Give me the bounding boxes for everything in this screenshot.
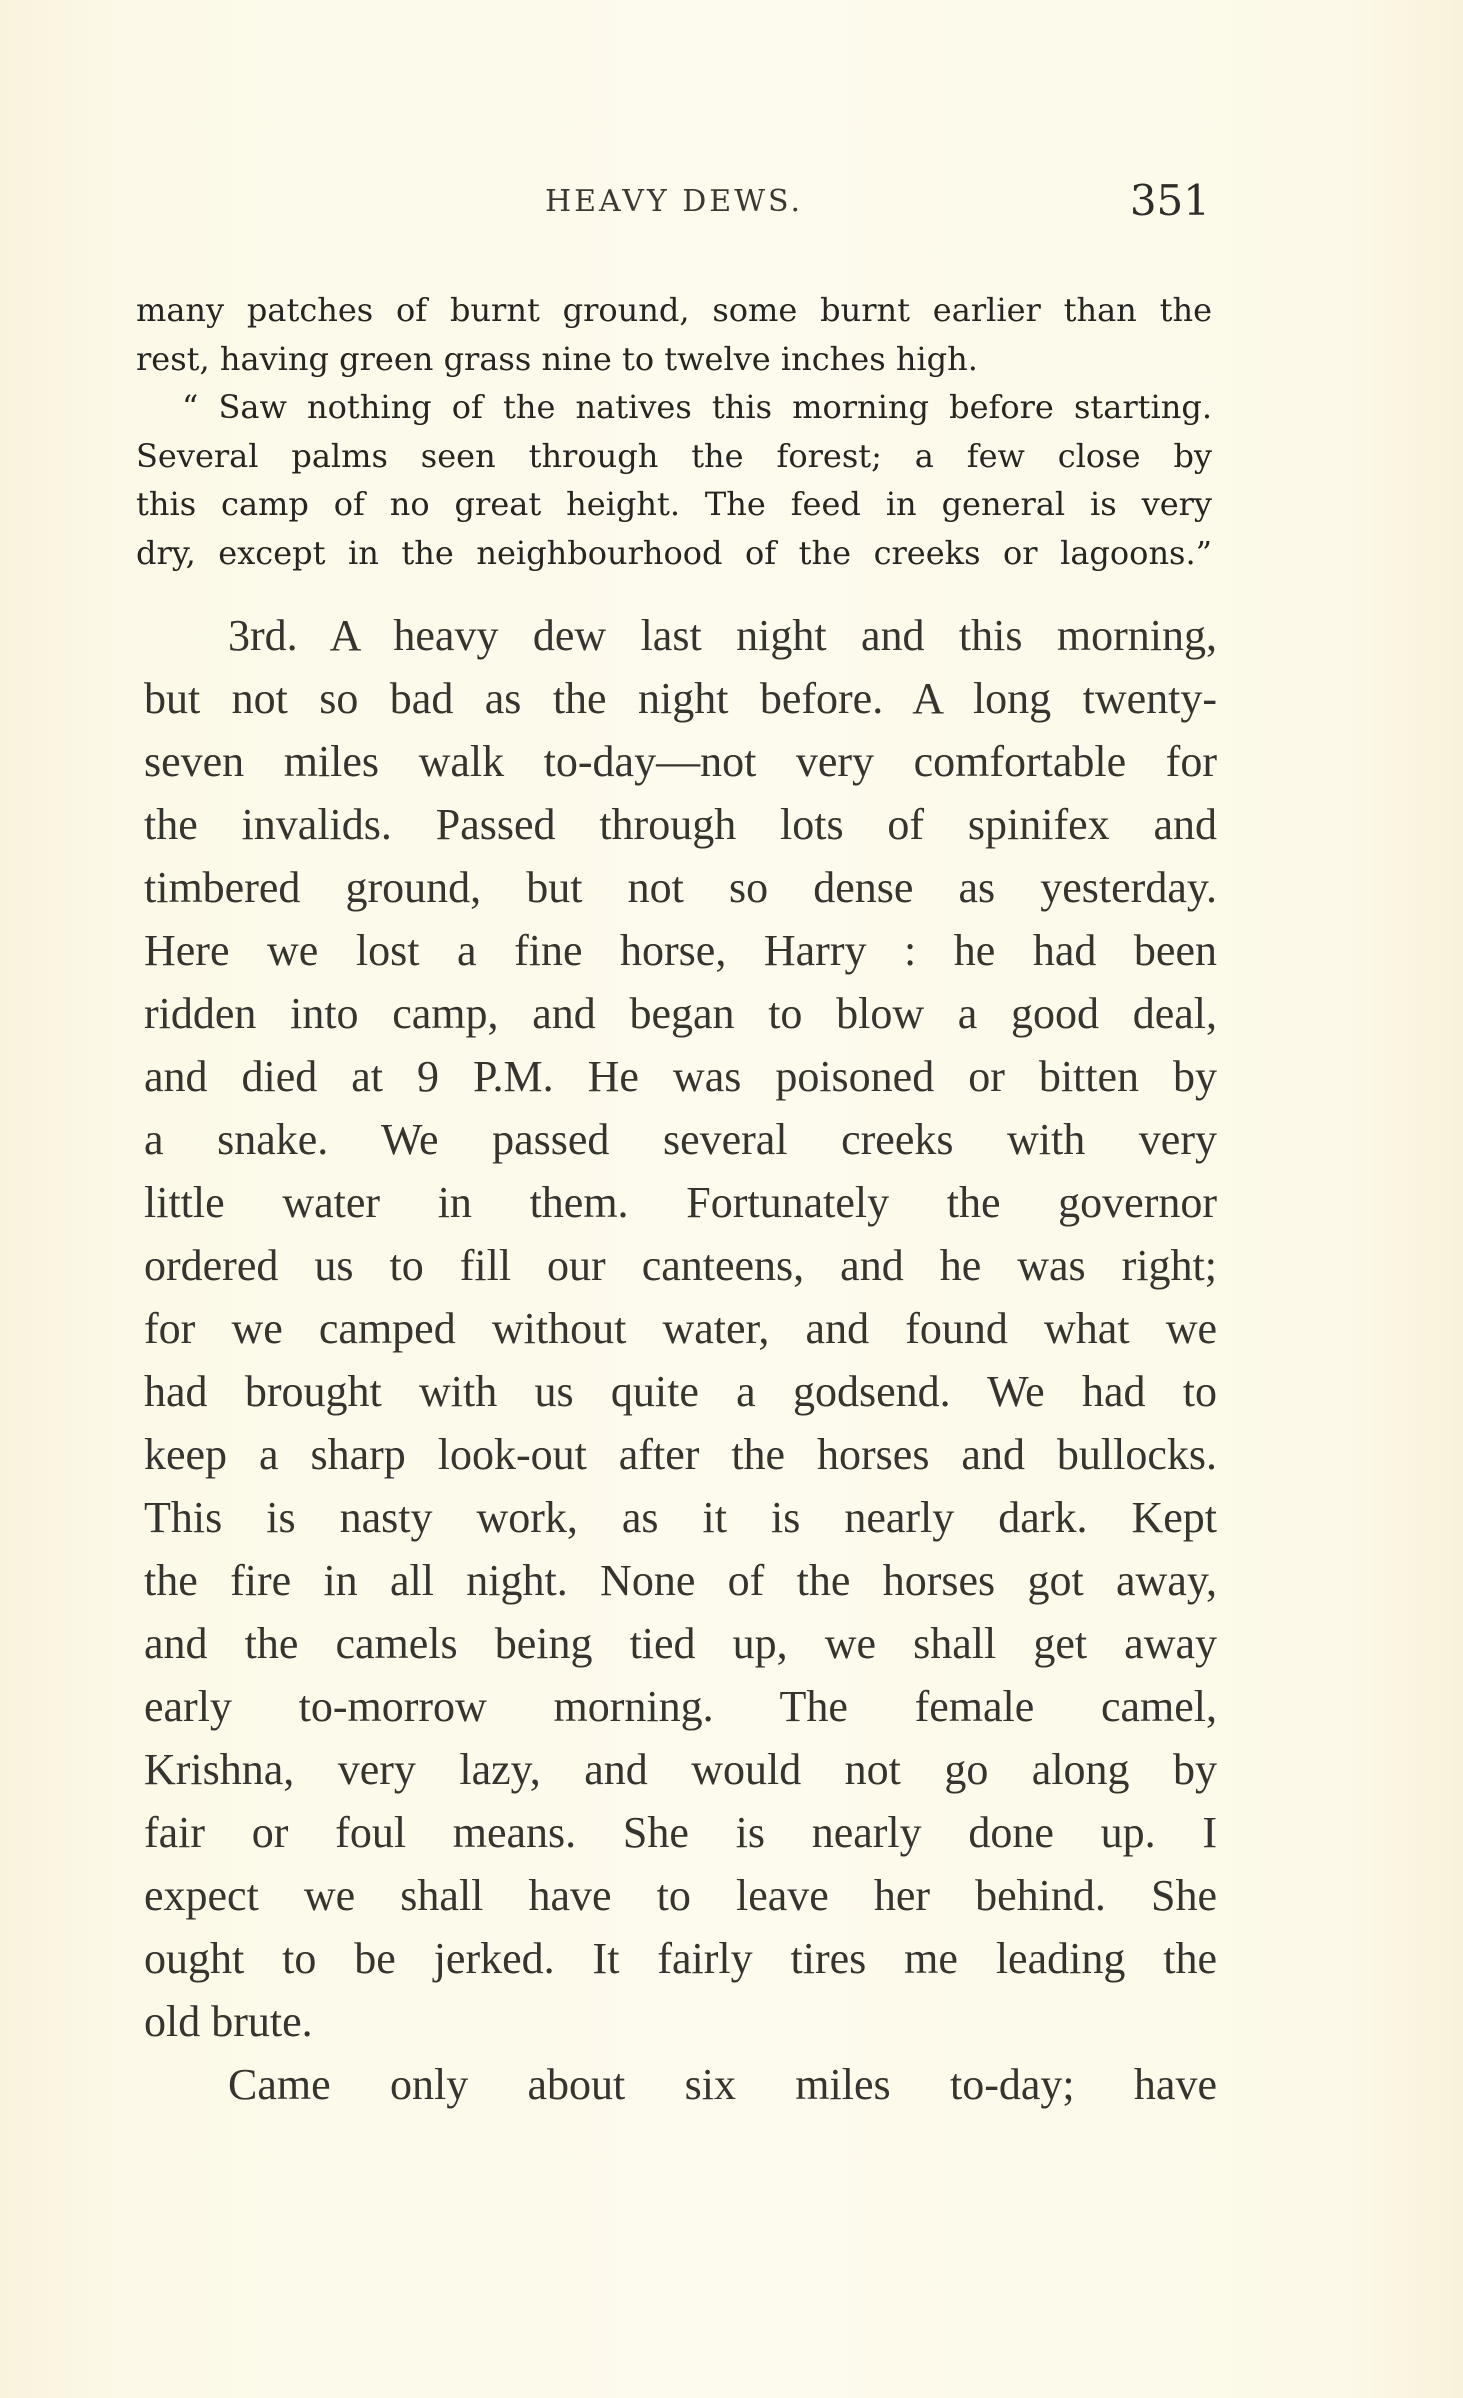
page-number: 351 (1129, 176, 1210, 225)
body-line: old brute. (144, 1997, 313, 2046)
body-line: ridden into camp, and began to blow a good deal, (144, 989, 1217, 1038)
quote-line: this camp of no great height. The feed in general is very (136, 485, 1212, 523)
body-line: Here we lost a fine horse, Harry : he had been (144, 926, 1217, 975)
quote-line: Several palms seen through the forest; a few close by (136, 436, 1212, 475)
body-line: had brought with us quite a godsend. We had to (144, 1367, 1217, 1416)
body-line: the fire in all night. None of the horses got away, (144, 1556, 1217, 1605)
quote-line: “ Saw nothing of the natives this morning before starting. (182, 388, 1212, 426)
running-head (140, 176, 1210, 226)
quote-line: many patches of burnt ground, some burnt earlier than the (136, 291, 1212, 329)
body-line: and died at 9 P.M. He was poisoned or bitten by (144, 1052, 1217, 1101)
body-line: timbered ground, but not so dense as yesterday. (144, 863, 1217, 912)
body-line: early to-morrow morning. The female camel, (144, 1682, 1217, 1731)
quote-line: rest, having green grass nine to twelve inches high. (136, 339, 978, 378)
body-line: for we camped without water, and found what we (144, 1304, 1217, 1353)
diary-entry (144, 604, 1217, 2116)
running-title: HEAVY DEWS. (545, 184, 804, 219)
body-line: a snake. We passed several creeks with very (144, 1115, 1217, 1164)
body-line: seven miles walk to-day—not very comfortable for (144, 737, 1217, 786)
body-line: expect we shall have to leave her behind. She (144, 1871, 1217, 1920)
quoted-passage (136, 286, 1212, 577)
body-line: the invalids. Passed through lots of spinifex and (144, 800, 1217, 849)
body-line: 3rd. A heavy dew last night and this morning, (228, 611, 1217, 660)
body-line: keep a sharp look-out after the horses and bullocks. (144, 1430, 1217, 1479)
body-line: This is nasty work, as it is nearly dark. Kept (144, 1493, 1217, 1542)
body-line: ordered us to fill our canteens, and he was right; (144, 1241, 1217, 1290)
body-line: but not so bad as the night before. A long twenty- (144, 674, 1217, 723)
body-line: ought to be jerked. It fairly tires me leading the (144, 1934, 1217, 1983)
body-line: Krishna, very lazy, and would not go along by (144, 1745, 1217, 1794)
body-line: and the camels being tied up, we shall get away (144, 1619, 1217, 1668)
body-line: Came only about six miles to-day; have (228, 2060, 1217, 2109)
body-line: little water in them. Fortunately the governor (144, 1178, 1217, 1227)
quote-line: dry, except in the neighbourhood of the creeks or lagoons.” (136, 533, 1212, 572)
body-line: fair or foul means. She is nearly done up. I (144, 1808, 1217, 1857)
